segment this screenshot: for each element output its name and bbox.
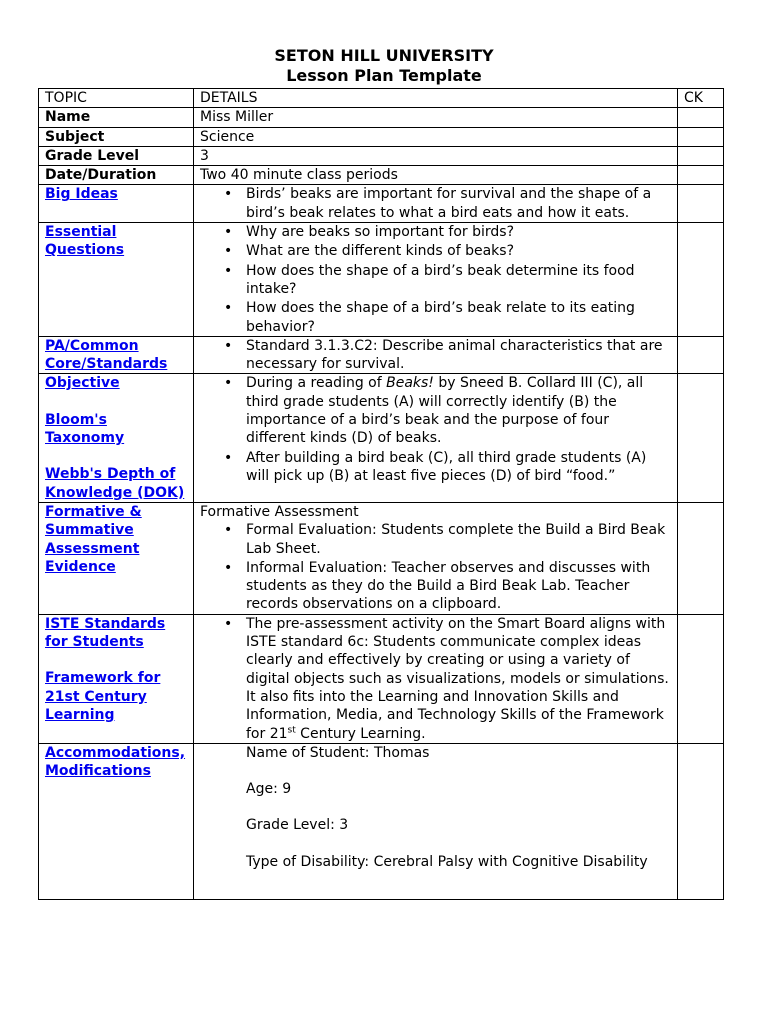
table-row-grade-level [39, 146, 724, 165]
page-title [0, 46, 768, 86]
ck-cell [678, 336, 724, 374]
list-item: • During a reading of Beaks! by Sneed B. Collard III (C), all third grade students (A) will correctly identify (B) the importance of a bird’s beak and the purpose of four different kinds (D) of beaks. [246, 374, 671, 447]
objective-list [200, 374, 671, 485]
iste-standards-link[interactable]: ISTE Standards for Students [45, 615, 166, 651]
list-item: • Formal Evaluation: Students complete the Build a Bird Beak Lab Sheet. [246, 521, 671, 558]
grade-level-value: 3 [194, 146, 678, 165]
essential-questions-list [200, 223, 671, 336]
name-value: Miss Miller [194, 108, 678, 127]
table-row-date-duration [39, 166, 724, 185]
table-row-big-ideas [39, 185, 724, 223]
subject-value: Science [194, 127, 678, 146]
webbs-dok-link[interactable]: Webb's Depth of Knowledge (DOK) [45, 466, 185, 501]
big-ideas-list [200, 185, 671, 222]
ck-cell [678, 614, 724, 743]
date-duration-value: Two 40 minute class periods [194, 166, 678, 185]
assessment-link[interactable]: Formative & Summative Assessment Evidence [45, 503, 142, 575]
name-label: Name [39, 108, 194, 127]
objective-link[interactable]: Objective [45, 375, 120, 392]
student-disability: Type of Disability: Cerebral Palsy with Cognitive Disability [246, 853, 648, 870]
blooms-taxonomy-link[interactable]: Bloom's Taxonomy [45, 411, 125, 447]
student-name: Name of Student: Thomas [246, 744, 430, 761]
topic-header: TOPIC [39, 89, 194, 108]
ck-cell [678, 374, 724, 502]
list-item: • After building a bird beak (C), all third grade students (A) will pick up (B) at least five pieces (D) of bird “food.” [246, 449, 671, 486]
table-row-assessment [39, 502, 724, 614]
accommodations-link[interactable]: Accommodations, Modifications [45, 744, 186, 780]
assessment-list [200, 521, 671, 613]
ck-cell [678, 108, 724, 127]
ck-cell [678, 502, 724, 614]
template-title: Lesson Plan Template [286, 66, 482, 85]
ck-cell [678, 743, 724, 899]
table-row-standards [39, 336, 724, 374]
lesson-plan-table [38, 88, 724, 900]
ck-header: CK [678, 89, 724, 108]
ck-cell [678, 127, 724, 146]
list-item: • How does the shape of a bird’s beak relate to its eating behavior? [246, 299, 671, 336]
list-item: • Birds’ beaks are important for survival and the shape of a bird’s beak relates to what a bird eats and how it eats. [246, 185, 671, 222]
subject-label: Subject [39, 127, 194, 146]
assessment-heading: Formative Assessment [200, 503, 359, 520]
table-row-subject [39, 127, 724, 146]
student-grade-level: Grade Level: 3 [246, 817, 349, 834]
list-item: • Informal Evaluation: Teacher observes and discusses with students as they do the Build a Bird Beak Lab. Teacher records observations on a clipboard. [246, 559, 671, 614]
table-row-name [39, 108, 724, 127]
essential-questions-link[interactable]: Essential Questions [45, 224, 125, 259]
ck-cell [678, 185, 724, 223]
university-name: SETON HILL UNIVERSITY [274, 46, 494, 65]
list-item: • What are the different kinds of beaks? [246, 242, 671, 260]
ck-cell [678, 223, 724, 337]
details-header: DETAILS [194, 89, 678, 108]
framework-21st-century-link[interactable]: Framework for 21st Century Learning [45, 670, 161, 723]
ck-cell [678, 146, 724, 165]
list-item: • Standard 3.1.3.C2: Describe animal characteristics that are necessary for survival. [246, 337, 671, 374]
iste-list [200, 615, 671, 743]
date-duration-label: Date/Duration [39, 166, 194, 185]
table-row-iste [39, 614, 724, 743]
table-row-essential-questions [39, 223, 724, 337]
ck-cell [678, 166, 724, 185]
list-item: • The pre-assessment activity on the Smart Board aligns with ISTE standard 6c: Students communicate complex ideas clearly and effectively by creating or using a variety of digital objects such as visualizations, models or simulations. It also fits into the Learning and Innovation Skills and Information, Media, and Technology Skills of the Framework for 21st Century Learning. [246, 615, 671, 743]
standards-list [200, 337, 671, 374]
student-age: Age: 9 [246, 781, 292, 798]
table-row-accommodations [39, 743, 724, 899]
standards-link[interactable]: PA/Common Core/Standards [45, 337, 168, 373]
book-title: Beaks! [386, 375, 434, 392]
table-row-objective [39, 374, 724, 502]
table-header-row [39, 89, 724, 108]
list-item: • How does the shape of a bird’s beak determine its food intake? [246, 262, 671, 299]
list-item: • Why are beaks so important for birds? [246, 223, 671, 241]
big-ideas-link[interactable]: Big Ideas [45, 186, 118, 203]
grade-level-label: Grade Level [39, 146, 194, 165]
